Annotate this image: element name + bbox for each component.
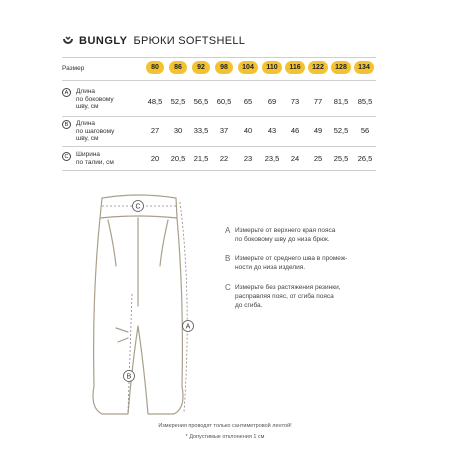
table-cell: 30 [173, 126, 183, 135]
table-cell: 77 [313, 97, 323, 106]
table-cell: 22 [219, 154, 229, 163]
size-pill: 110 [262, 61, 282, 74]
table-divider [62, 80, 376, 81]
table-cell: 20,5 [170, 154, 186, 163]
row-c-label [76, 151, 114, 166]
brand-name: BUNGLY [79, 35, 128, 47]
table-cell: 52,5 [170, 97, 186, 106]
pants-pleat [116, 328, 128, 342]
size-pill: 122 [308, 61, 328, 74]
instruction-c-text [235, 283, 341, 310]
size-pill: 98 [215, 61, 233, 74]
instruction-line: ности до низа изделия. [235, 264, 306, 271]
size-pill: 86 [169, 61, 187, 74]
table-cell: 69 [267, 97, 277, 106]
table-cell: 48,5 [147, 97, 163, 106]
table-cell: 23 [243, 154, 253, 163]
size-pill: 128 [331, 61, 351, 74]
instruction-line: расправляя пояс, от сгиба пояса [235, 293, 334, 300]
table-cell: 20 [150, 154, 160, 163]
footer-tolerance: * Допустимые отклонения 1 см [185, 434, 265, 440]
table-cell: 52,5 [333, 126, 349, 135]
row-a-label [76, 88, 114, 111]
row-c-badge: C [62, 152, 71, 161]
size-pill: 116 [285, 61, 305, 74]
table-cell: 21,5 [193, 154, 209, 163]
table-cell: 27 [150, 126, 160, 135]
row-label-line: Длина [76, 120, 96, 127]
table-cell: 25 [313, 154, 323, 163]
table-cell: 46 [290, 126, 300, 135]
table-divider [62, 146, 376, 147]
pants-diagram [88, 186, 208, 416]
table-cell: 25,5 [333, 154, 349, 163]
instruction-line: по боковому шву до низа брюк. [235, 236, 330, 243]
row-label-line: Ширина [76, 151, 101, 158]
product-title: БРЮКИ SOFTSHELL [133, 35, 246, 47]
table-cell: 49 [313, 126, 323, 135]
instruction-line: до сгиба. [235, 302, 263, 309]
size-pill: 92 [192, 61, 210, 74]
size-pill: 134 [354, 61, 374, 74]
footer-note: Измерения проводят только сантиметровой лентой! [158, 423, 292, 429]
table-cell: 33,5 [193, 126, 209, 135]
table-cell: 24 [290, 154, 300, 163]
row-label-line: по талии, см [76, 158, 114, 166]
table-divider [62, 116, 376, 117]
size-header-label: Размер [62, 65, 85, 72]
row-label-line: по боковому [76, 95, 114, 103]
table-cell: 56 [360, 126, 370, 135]
table-cell: 40 [243, 126, 253, 135]
row-label-line: шву, см [76, 103, 99, 110]
table-cell: 81,5 [333, 97, 349, 106]
row-b-label [76, 120, 114, 143]
table-cell: 26,5 [357, 154, 373, 163]
table-cell: 65 [243, 97, 253, 106]
instruction-a-badge: A [225, 226, 231, 235]
instruction-line: Измерьте от верхнего края пояса [235, 227, 336, 234]
measure-b-label: B [126, 373, 132, 381]
row-label-line: шву, см [76, 135, 99, 142]
table-divider [62, 57, 376, 58]
pants-pocket [160, 220, 168, 266]
table-divider [62, 170, 376, 171]
row-label-line: по шаговому [76, 127, 115, 135]
row-b-badge: B [62, 120, 71, 129]
table-cell: 56,5 [193, 97, 209, 106]
table-cell: 43 [267, 126, 277, 135]
size-pill: 80 [146, 61, 164, 74]
instruction-line: Измерьте без растяжения резинки, [235, 284, 341, 291]
instruction-b-text [235, 254, 347, 272]
table-cell: 60,5 [216, 97, 232, 106]
table-cell: 23,5 [264, 154, 280, 163]
instruction-a-text [235, 226, 335, 244]
size-pill: 104 [238, 61, 258, 74]
bungly-logo-icon [62, 35, 74, 47]
pants-pocket [108, 220, 116, 266]
row-label-line: Длина [76, 88, 96, 95]
measure-a-label: A [185, 323, 191, 331]
table-cell: 85,5 [357, 97, 373, 106]
row-a-badge: A [62, 88, 71, 97]
table-cell: 37 [219, 126, 229, 135]
header [62, 34, 245, 48]
instruction-b-badge: B [225, 254, 231, 263]
table-cell: 73 [290, 97, 300, 106]
instruction-line: Измерьте от среднего шва в промеж- [235, 255, 348, 262]
instruction-c-badge: C [225, 283, 231, 292]
measure-c-label: C [135, 203, 141, 211]
